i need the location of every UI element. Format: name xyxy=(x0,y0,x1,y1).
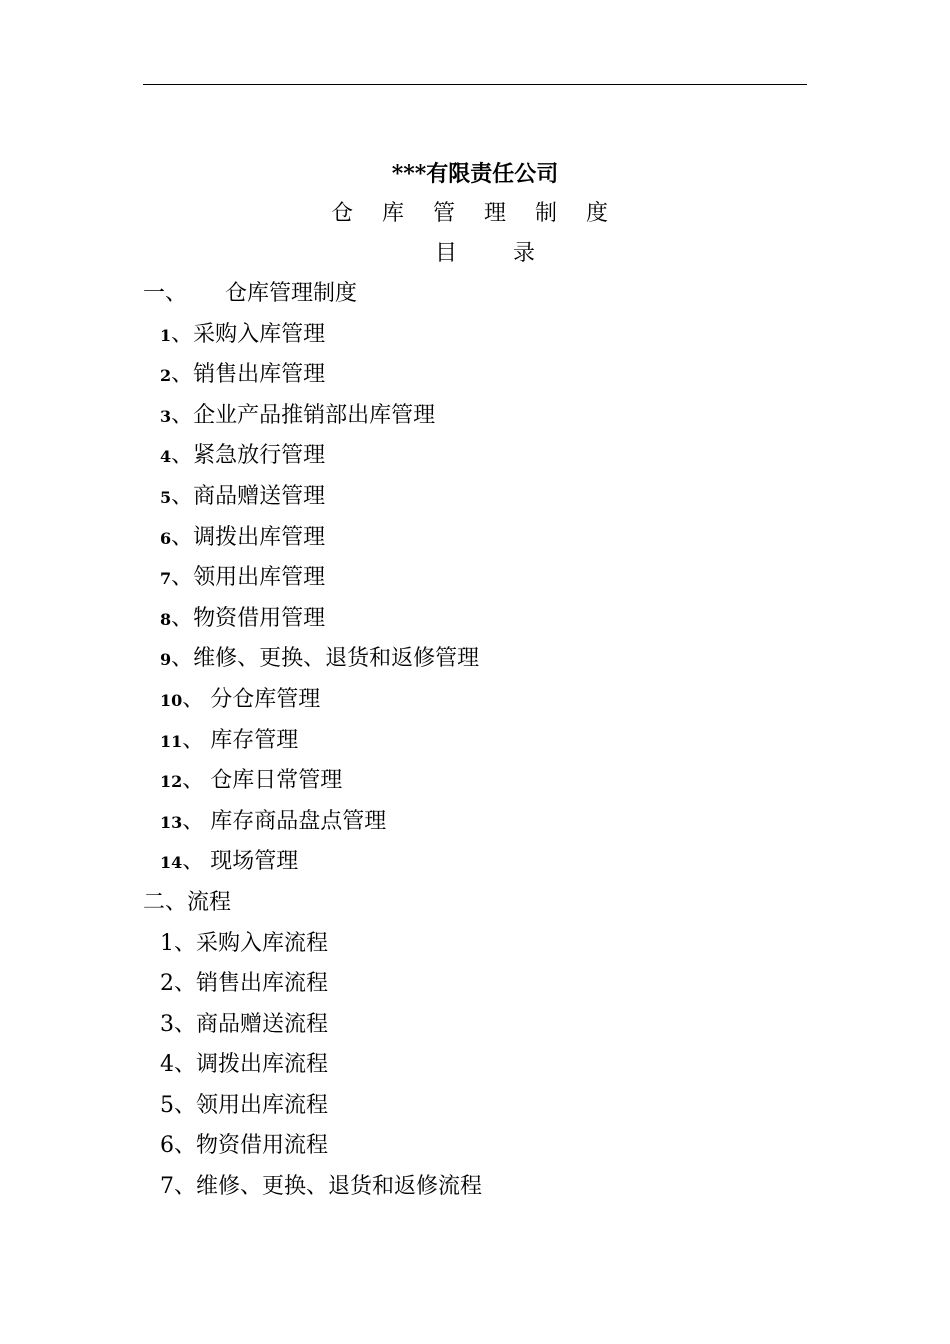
section-number: 二 xyxy=(143,889,166,915)
item-number: 12 xyxy=(160,772,183,792)
item-separator: 、 xyxy=(182,727,205,753)
item-label: 调拨出库流程 xyxy=(196,1052,329,1078)
item-number: 1 xyxy=(160,930,174,956)
toc-item[interactable] xyxy=(143,766,807,807)
item-label: 仓库日常管理 xyxy=(210,768,343,794)
item-number: 5 xyxy=(160,487,172,507)
toc-item[interactable] xyxy=(143,1010,807,1051)
item-separator: 、 xyxy=(174,971,197,997)
item-separator: 、 xyxy=(174,1092,197,1118)
item-separator: 、 xyxy=(171,443,194,469)
item-number: 2 xyxy=(160,366,172,386)
item-separator: 、 xyxy=(171,605,194,631)
item-label: 销售出库管理 xyxy=(193,362,326,388)
item-number: 6 xyxy=(160,528,172,548)
toc-item[interactable] xyxy=(143,726,807,767)
toc-item[interactable] xyxy=(143,847,807,888)
toc-section-2[interactable] xyxy=(143,888,807,929)
item-label: 物资借用流程 xyxy=(196,1133,329,1159)
item-number: 6 xyxy=(160,1133,174,1159)
toc-item[interactable] xyxy=(143,320,807,361)
section-label: 流程 xyxy=(187,889,232,915)
section-separator: 、 xyxy=(165,889,188,915)
section-separator: 、 xyxy=(165,281,188,306)
item-number: 2 xyxy=(160,971,174,997)
item-number: 7 xyxy=(160,569,172,589)
toc-item[interactable] xyxy=(143,401,807,442)
item-number: 4 xyxy=(160,447,172,467)
toc-item[interactable] xyxy=(143,604,807,645)
item-separator: 、 xyxy=(182,849,205,875)
toc-section-1[interactable] xyxy=(143,279,807,320)
item-label: 领用出库管理 xyxy=(193,565,326,591)
item-separator: 、 xyxy=(182,808,205,834)
item-label: 现场管理 xyxy=(210,849,299,875)
toc-item[interactable] xyxy=(143,929,807,970)
item-number: 10 xyxy=(160,690,183,710)
item-separator: 、 xyxy=(171,321,194,347)
item-label: 商品赠送流程 xyxy=(196,1011,329,1037)
item-number: 11 xyxy=(160,731,183,751)
header-rule xyxy=(143,84,807,85)
toc-item[interactable] xyxy=(143,1091,807,1132)
toc-item[interactable] xyxy=(143,969,807,1010)
item-label: 企业产品推销部出库管理 xyxy=(193,402,436,428)
item-number: 5 xyxy=(160,1092,174,1118)
item-separator: 、 xyxy=(174,1052,197,1078)
item-number: 9 xyxy=(160,650,172,670)
item-label: 库存管理 xyxy=(210,727,299,753)
item-label: 采购入库管理 xyxy=(193,321,326,347)
item-number: 7 xyxy=(160,1174,174,1200)
toc-item[interactable] xyxy=(143,807,807,848)
item-separator: 、 xyxy=(171,565,194,591)
item-number: 3 xyxy=(160,1011,174,1037)
toc-item[interactable] xyxy=(143,482,807,523)
item-separator: 、 xyxy=(182,686,205,712)
item-number: 3 xyxy=(160,406,172,426)
toc-item[interactable] xyxy=(143,685,807,726)
item-label: 领用出库流程 xyxy=(196,1092,329,1118)
document-title: 仓 库 管 理 制 度 xyxy=(331,201,619,226)
item-label: 销售出库流程 xyxy=(196,971,329,997)
item-label: 分仓库管理 xyxy=(210,686,321,712)
item-separator: 、 xyxy=(174,1174,197,1200)
item-separator: 、 xyxy=(182,768,205,794)
item-separator: 、 xyxy=(174,930,197,956)
item-label: 维修、更换、退货和返修流程 xyxy=(196,1174,483,1200)
section-label: 仓库管理制度 xyxy=(225,281,358,306)
toc-item[interactable] xyxy=(143,644,807,685)
item-separator: 、 xyxy=(171,402,194,428)
table-of-contents xyxy=(143,279,807,1213)
item-separator: 、 xyxy=(174,1133,197,1159)
toc-heading: 目 录 xyxy=(435,241,535,266)
item-separator: 、 xyxy=(171,524,194,550)
toc-item[interactable] xyxy=(143,1050,807,1091)
toc-item[interactable] xyxy=(143,441,807,482)
item-separator: 、 xyxy=(171,646,194,672)
item-label: 物资借用管理 xyxy=(193,605,326,631)
item-separator: 、 xyxy=(174,1011,197,1037)
toc-item[interactable] xyxy=(143,523,807,564)
item-label: 采购入库流程 xyxy=(196,930,329,956)
item-number: 8 xyxy=(160,609,172,629)
toc-item[interactable] xyxy=(143,1172,807,1213)
item-number: 1 xyxy=(160,325,172,345)
item-label: 商品赠送管理 xyxy=(193,483,326,509)
company-name: ***有限责任公司 xyxy=(391,161,559,187)
toc-item[interactable] xyxy=(143,1131,807,1172)
item-number: 4 xyxy=(160,1052,174,1078)
toc-item[interactable] xyxy=(143,563,807,604)
item-separator: 、 xyxy=(171,483,194,509)
item-separator: 、 xyxy=(171,362,194,388)
toc-item[interactable] xyxy=(143,360,807,401)
section-number: 一 xyxy=(143,281,166,306)
item-label: 库存商品盘点管理 xyxy=(210,808,387,834)
item-label: 调拨出库管理 xyxy=(193,524,326,550)
item-label: 维修、更换、退货和返修管理 xyxy=(193,646,480,672)
item-number: 14 xyxy=(160,853,183,873)
item-label: 紧急放行管理 xyxy=(193,443,326,469)
item-number: 13 xyxy=(160,812,183,832)
